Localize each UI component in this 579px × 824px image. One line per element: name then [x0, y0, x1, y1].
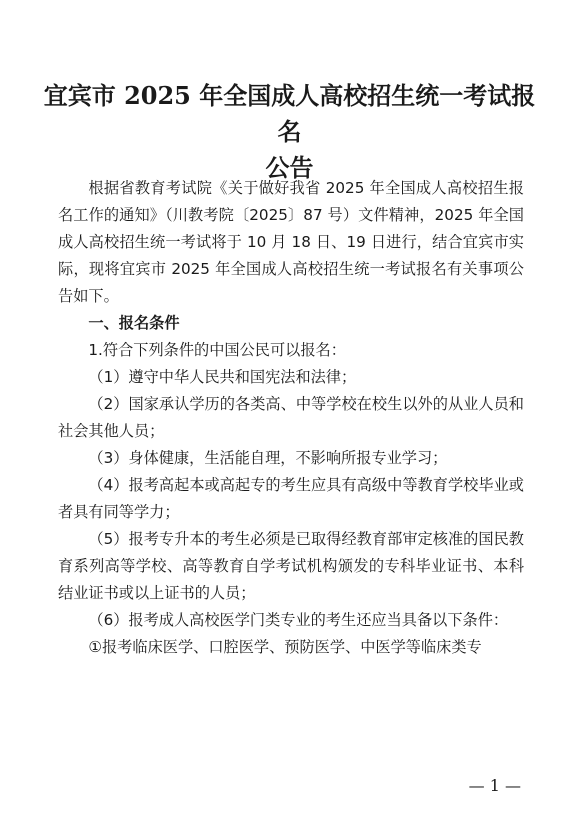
paragraph-condition-4: （4）报考高起本或高起专的考生应具有高级中等教育学校毕业或者具有同等学力；	[58, 476, 524, 521]
section-heading-registration-conditions: 一、报名条件	[88, 314, 180, 332]
paragraph-condition-6: （6）报考成人高校医学门类专业的考生还应当具备以下条件：	[88, 611, 509, 629]
page-number: — 1 —	[468, 776, 521, 795]
paragraph-condition-5: （5）报考专升本的考生必须是已取得经教育部审定核准的国民教育系列高等学校、高等教育自学考试机构颁发的专科毕业证书、本科结业证书或以上证书的人员；	[58, 530, 524, 602]
paragraph-condition-3: （3）身体健康，生活能自理，不影响所报专业学习；	[88, 449, 448, 467]
paragraph-condition-2: （2）国家承认学历的各类高、中等学校在校生以外的从业人员和社会其他人员；	[58, 395, 524, 440]
paragraph-condition-intro: 1.符合下列条件的中国公民可以报名：	[88, 341, 346, 359]
paragraph-medical-condition-1: ①报考临床医学、口腔医学、预防医学、中医学等临床类专	[88, 638, 482, 656]
title-line-2: 公告	[265, 153, 314, 182]
document-title	[40, 78, 539, 186]
intro-paragraph: 根据省教育考试院《关于做好我省 2025 年全国成人高校招生报名工作的通知》（川教考院〔2025〕87 号）文件精神，2025 年全国成人高校招生统一考试将于 10 月 18 日、19 日进行，结合宜宾市实际，现将宜宾市 2025 年全国成人高校招生统一考试报名有关事项公告如下。	[58, 179, 524, 305]
document-body	[58, 175, 524, 661]
paragraph-condition-1: （1）遵守中华人民共和国宪法和法律；	[88, 368, 357, 386]
title-line-1: 宜宾市 2025 年全国成人高校招生统一考试报名	[43, 81, 536, 146]
